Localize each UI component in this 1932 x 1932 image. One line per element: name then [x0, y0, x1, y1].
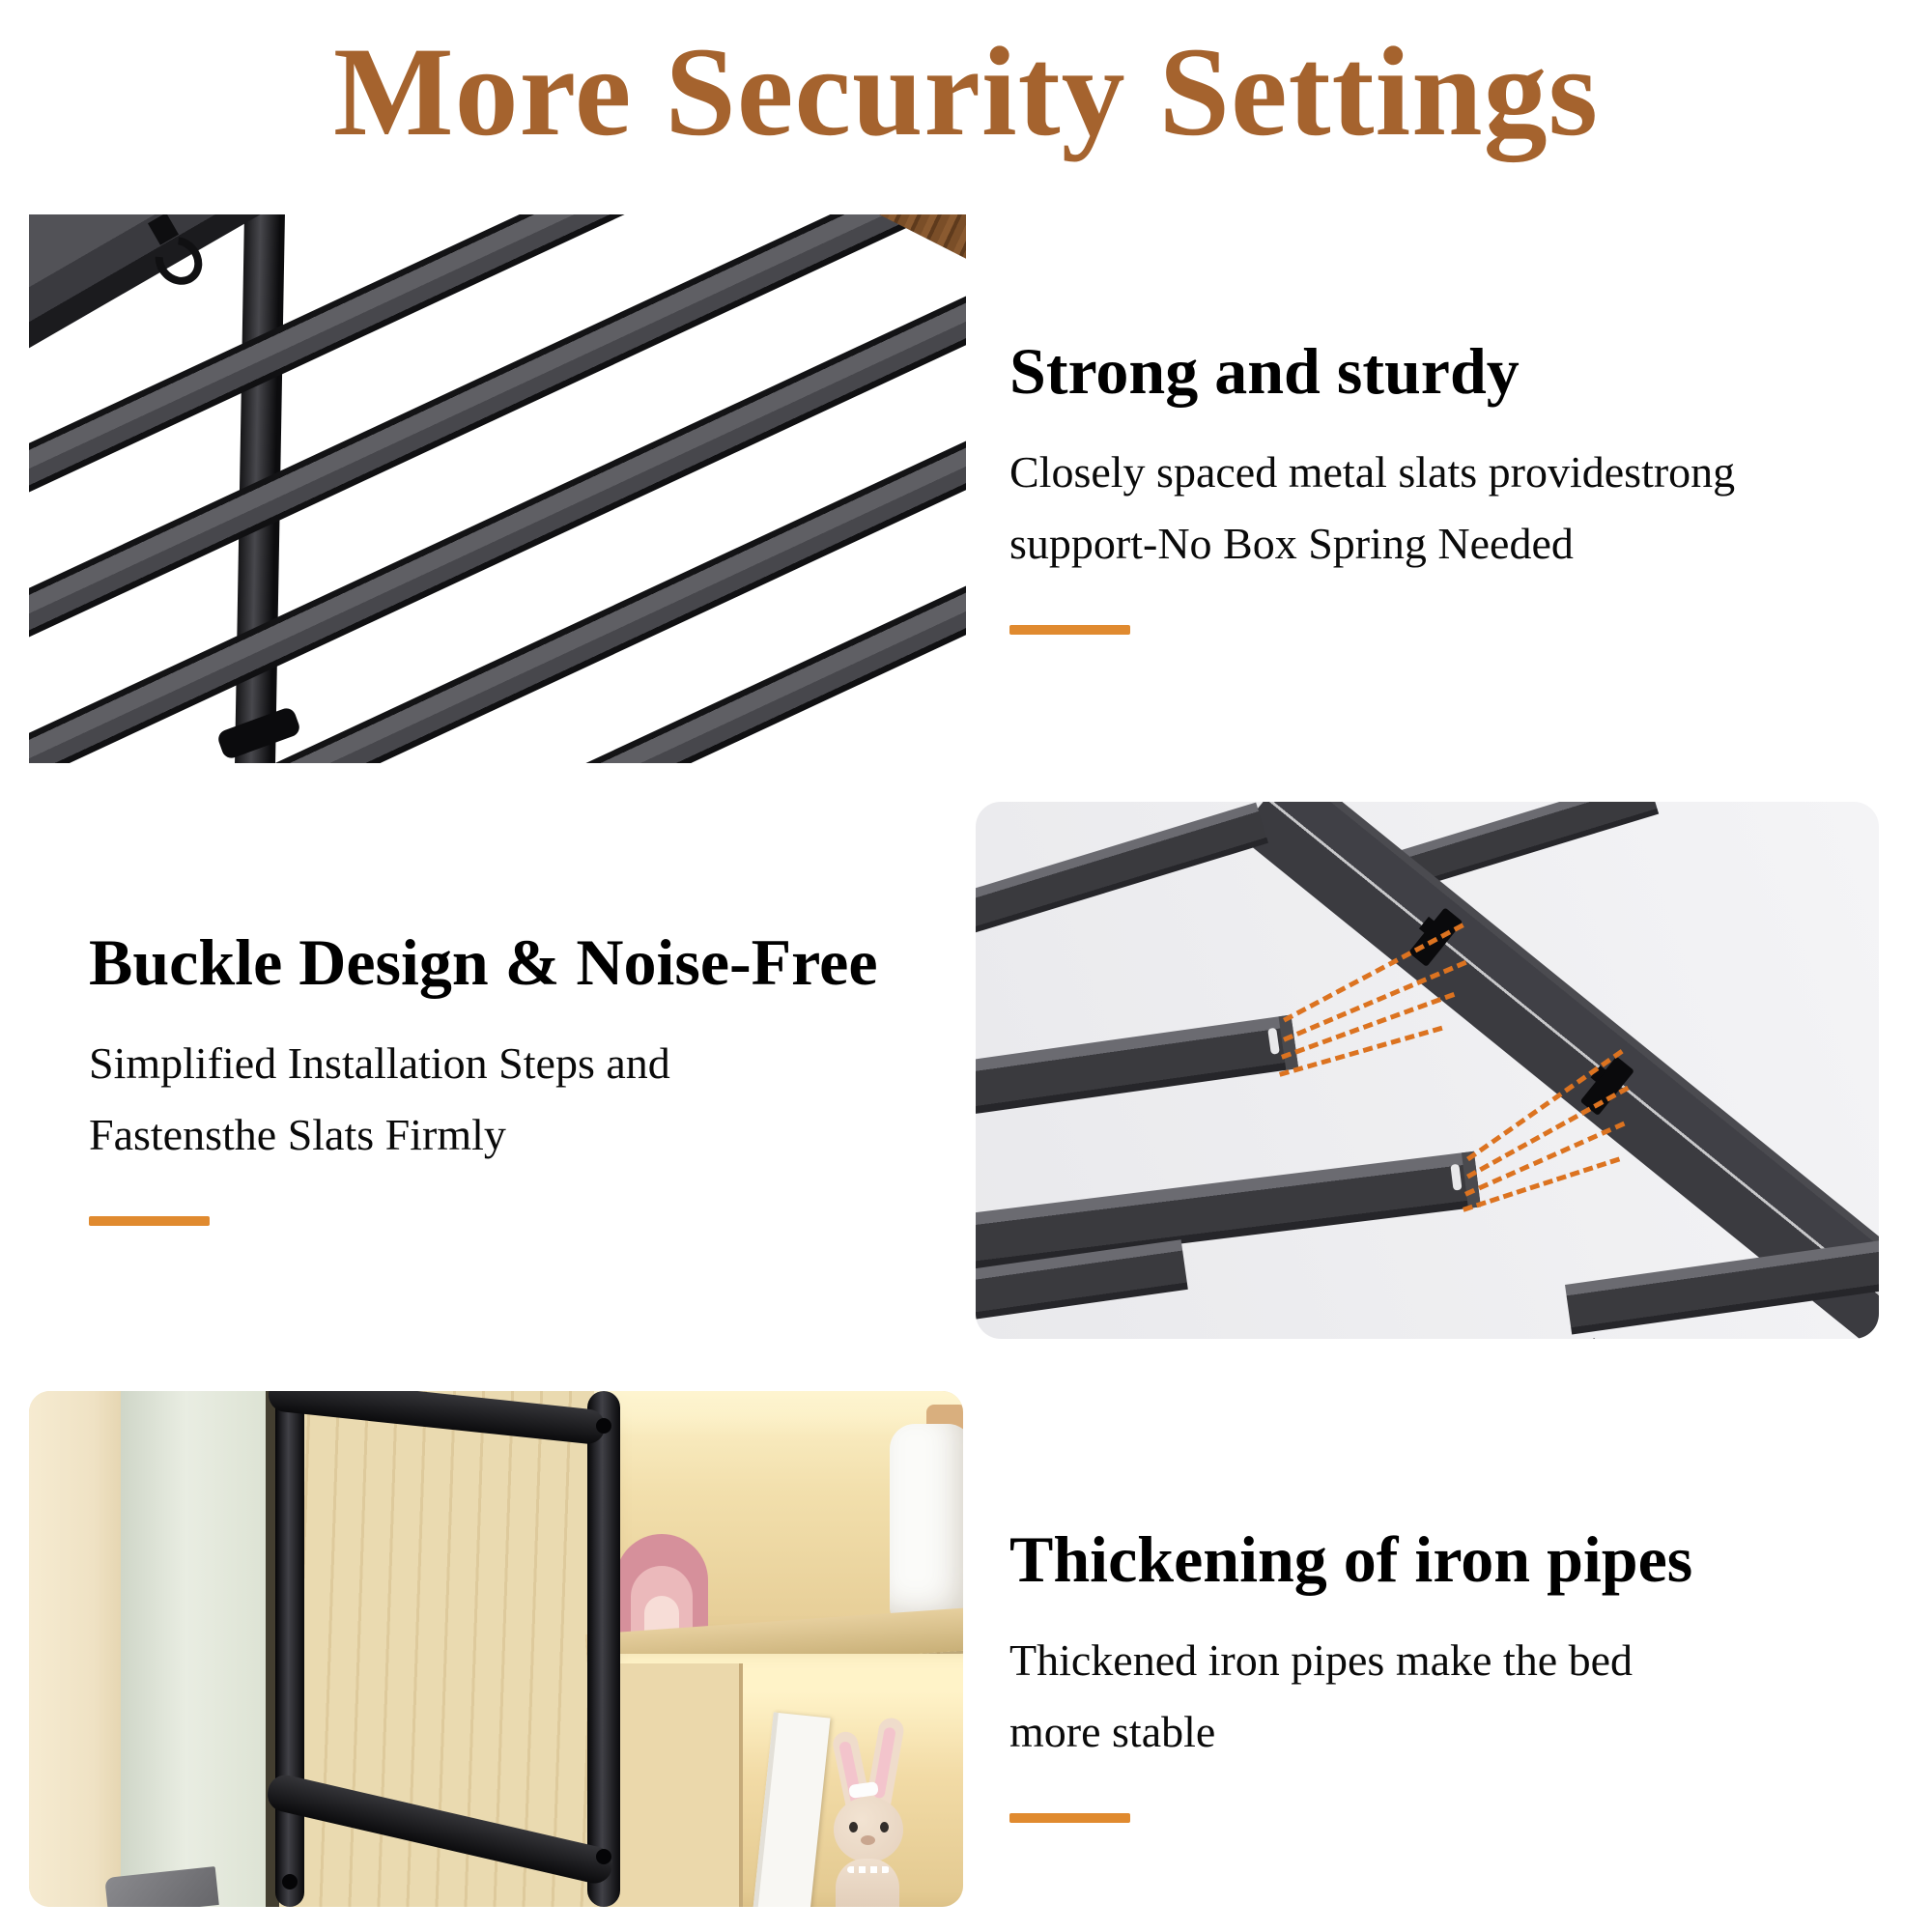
section-body — [1009, 437, 1879, 579]
buckle-design-photo — [976, 802, 1879, 1339]
bunny-eye — [849, 1822, 858, 1833]
ladder-rail — [587, 1391, 620, 1907]
ladder-bolt — [282, 1874, 298, 1889]
body-line: Fastensthe Slats Firmly — [89, 1109, 506, 1159]
section-heading: Buckle Design & Noise-Free — [89, 925, 878, 999]
rainbow-arc — [644, 1596, 679, 1633]
accent-underline — [1009, 1813, 1130, 1823]
body-line: support-No Box Spring Needed — [1009, 518, 1574, 568]
ladder-bolt — [596, 1418, 611, 1434]
bunny-necklace — [847, 1866, 890, 1873]
accent-underline — [1009, 625, 1130, 635]
bunny-muzzle — [861, 1835, 875, 1845]
section-body — [1009, 1625, 1879, 1767]
rainbow-toy — [615, 1534, 708, 1633]
body-line: Thickened iron pipes make the bed — [1009, 1635, 1634, 1686]
body-line: more stable — [1009, 1706, 1216, 1756]
body-line: Simplified Installation Steps and — [89, 1038, 670, 1089]
bunny-eye — [880, 1822, 889, 1833]
bed-frame-rail — [1543, 1338, 1879, 1339]
ladder-rail — [275, 1391, 304, 1907]
metal-slat — [1565, 1236, 1879, 1335]
section-heading: Thickening of iron pipes — [1009, 1522, 1693, 1596]
slat-with-buckle-end — [976, 1015, 1298, 1119]
page-title: More Security Settings — [333, 20, 1599, 162]
ladder-bolt — [596, 1849, 611, 1864]
shelf-unit — [594, 1391, 963, 1907]
section-heading: Strong and sturdy — [1009, 334, 1520, 408]
glass-panel — [121, 1391, 279, 1907]
metal-slats-photo — [29, 214, 966, 763]
section-strong-and-sturdy — [1009, 334, 1879, 635]
section-thickening-pipes — [1009, 1522, 1879, 1823]
slat-with-buckle-end — [976, 1151, 1481, 1273]
upper-shelf-compartment — [594, 1391, 963, 1633]
white-bedding — [890, 1424, 963, 1632]
section-buckle-design — [89, 925, 920, 1226]
metal-slat — [976, 803, 1268, 939]
body-line: Closely spaced metal slats providestrong — [1009, 447, 1736, 497]
wall-strip — [29, 1391, 121, 1907]
accent-underline — [89, 1216, 210, 1226]
ladder-wardrobe-photo — [29, 1391, 963, 1907]
section-body — [89, 1028, 920, 1170]
bunny-figurine — [834, 1797, 903, 1862]
